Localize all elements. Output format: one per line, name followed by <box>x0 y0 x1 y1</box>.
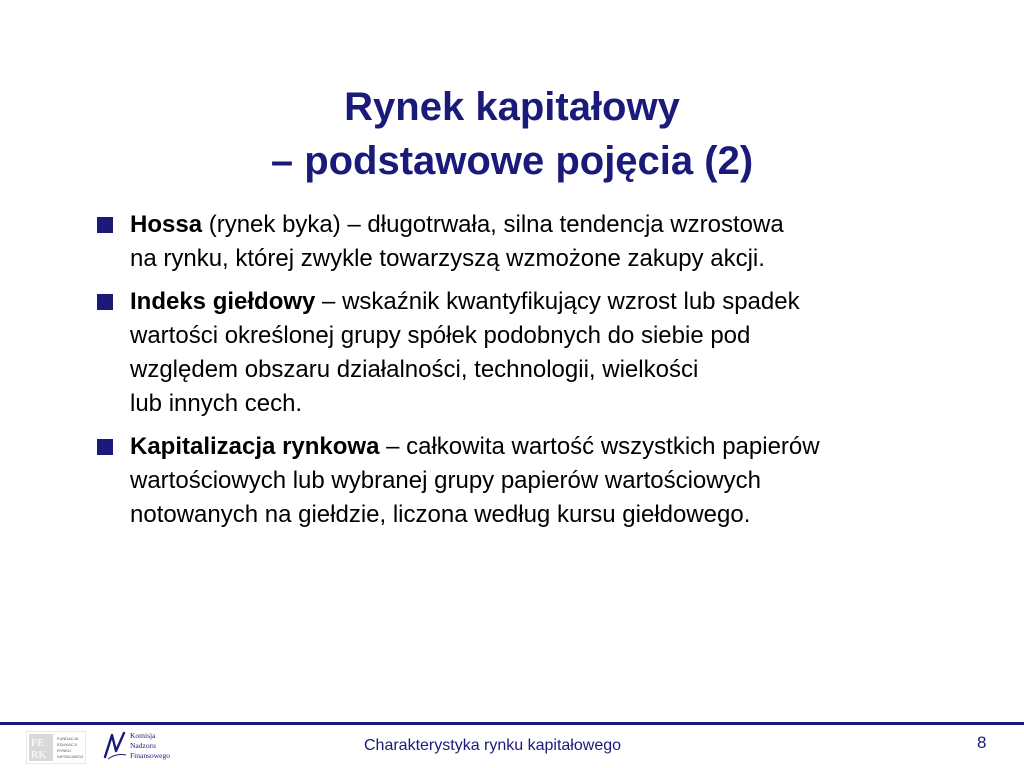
svg-text:RK: RK <box>31 749 47 761</box>
bullet-text: (rynek byka) – długotrwała, silna tendencja wzrostowa <box>202 211 784 238</box>
slide-title-line-2: – podstawowe pojęcia (2) <box>270 139 754 183</box>
square-bullet-icon <box>97 217 113 233</box>
footer-divider <box>0 722 1024 725</box>
knf-logo-line: Nadzoru <box>130 741 156 750</box>
knf-logo-line: Komisja <box>130 731 156 740</box>
bullet-text: – całkowita wartość wszystkich papierów <box>379 433 820 460</box>
square-bullet-icon <box>97 439 113 455</box>
page-number: 8 <box>977 733 987 752</box>
svg-text:FE: FE <box>31 737 44 749</box>
slide-title-line-1: Rynek kapitałowy <box>344 85 680 129</box>
svg-text:EDUKACJI: EDUKACJI <box>57 742 77 747</box>
svg-text:RYNKU: RYNKU <box>57 748 71 753</box>
bullet-line <box>130 285 975 319</box>
square-bullet-icon <box>97 294 113 310</box>
bullet-term: Kapitalizacja rynkowa <box>130 433 380 460</box>
bullet-item-kapitalizacja <box>95 430 975 532</box>
bullet-list <box>95 208 975 541</box>
bullet-term: Indeks giełdowy <box>130 288 316 315</box>
bullet-line <box>130 208 975 242</box>
svg-text:FUNDACJA: FUNDACJA <box>57 736 79 741</box>
ferk-logo-icon <box>26 731 86 764</box>
svg-text:KAPITAŁOWEGO: KAPITAŁOWEGO <box>57 755 84 759</box>
bullet-line: notowanych na giełdzie, liczona według kursu giełdowego. <box>130 501 751 528</box>
footer-title: Charakterystyka rynku kapitałowego <box>364 737 622 754</box>
bullet-line: względem obszaru działalności, technologii, wielkości <box>130 356 699 383</box>
bullet-text: – wskaźnik kwantyfikujący wzrost lub spadek <box>315 288 800 315</box>
bullet-line: lub innych cech. <box>130 390 303 417</box>
bullet-term: Hossa <box>130 211 203 238</box>
bullet-line: wartości określonej grupy spółek podobnych do siebie pod <box>130 322 751 349</box>
knf-logo-text <box>130 731 170 761</box>
bullet-item-indeks <box>95 285 975 421</box>
knf-logo <box>102 729 182 765</box>
knf-mark-icon <box>102 729 130 761</box>
bullet-line: na rynku, której zwykle towarzyszą wzmożone zakupy akcji. <box>130 245 765 272</box>
knf-logo-line: Finansowego <box>130 751 170 760</box>
bullet-line: wartościowych lub wybranej grupy papierów wartościowych <box>130 467 761 494</box>
bullet-line <box>130 430 975 464</box>
bullet-item-hossa <box>95 208 975 276</box>
